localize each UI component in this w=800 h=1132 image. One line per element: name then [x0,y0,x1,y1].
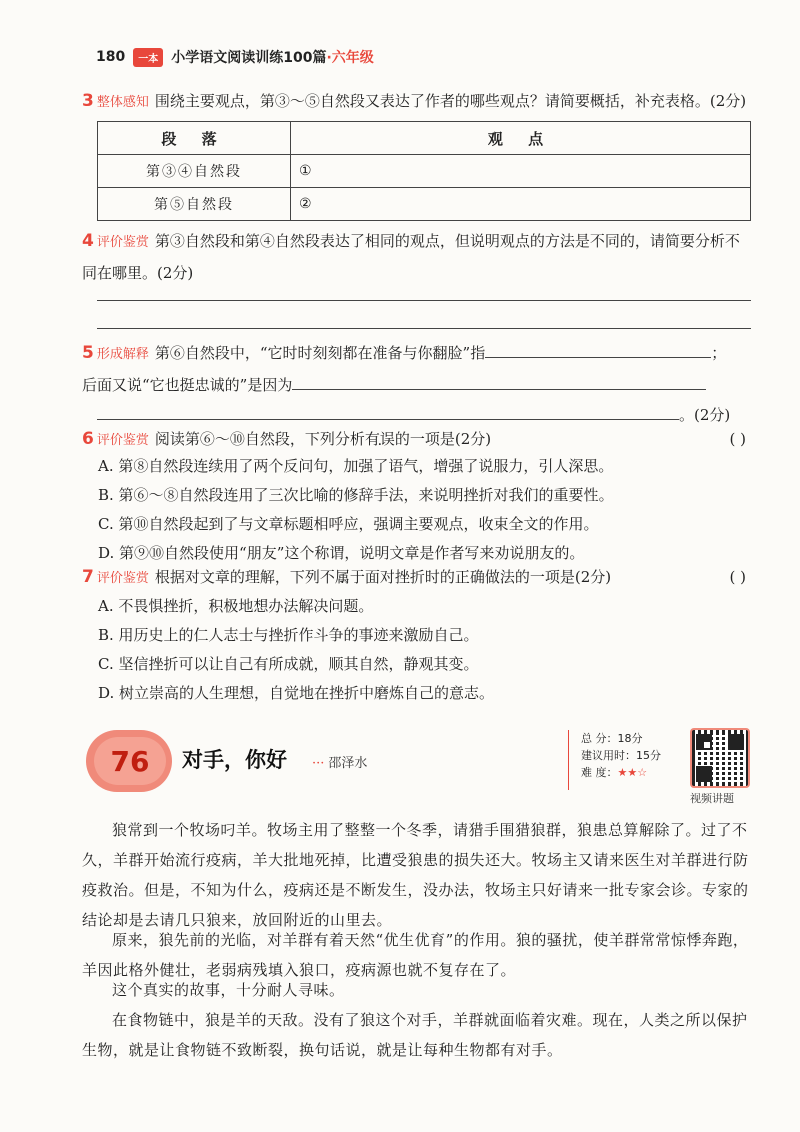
answer-table [97,121,751,221]
emphasis-text: 有误 [364,430,395,448]
answer-bracket[interactable]: ( ) [729,430,746,448]
table-header-segment: 段 落 [98,122,291,155]
difficulty-stars: ★★☆ [617,766,648,779]
question-3 [82,86,752,118]
time-label: 建议用时： [581,749,636,762]
qr-label: 视频讲题 [690,792,734,805]
article-title: 对手，你好 [182,748,287,772]
table-cell-segment: 第③④自然段 [98,155,291,188]
emphasis-text: 不属于 [319,568,365,586]
option-d[interactable]: D. 第⑨⑩自然段使用“朋友”这个称谓，说明文章是作者写来劝说朋友的。 [98,544,585,562]
question-score: 。(2分) [679,406,731,424]
question-text: 的一项是(2分) [394,430,492,448]
punctuation: ； [711,344,727,362]
qr-code-icon[interactable] [690,728,750,788]
option-c[interactable]: C. 坚信挫折可以让自己有所成就，顺其自然，静观其变。 [98,655,479,673]
time-value: 15分 [636,749,661,762]
answer-blank[interactable] [485,339,711,358]
page-number: 180 [96,49,126,65]
option-a[interactable]: A. 第⑧自然段连续用了两个反问句，加强了语气，增强了说服力，引人深思。 [98,457,614,475]
question-number: 4 [82,231,94,251]
answer-blank[interactable] [97,401,679,420]
answer-cell[interactable]: ① [291,155,751,188]
question-tag: 形成解释 [96,347,149,362]
author-name: 邵泽水 [328,756,368,771]
question-number: 3 [82,91,94,111]
table-header-view: 观 点 [291,122,751,155]
question-5 [82,338,752,430]
question-text: 后面又说“它也挺忠诚的”是因为 [82,376,293,394]
table-row [98,155,751,188]
brand-logo: 一本 [133,48,163,67]
question-text: 第③自然段和第④自然段表达了相同的观点，但说明观点的方法是不同的，请简要分析不同在哪里。(2分) [82,232,740,282]
total-label: 总 分： [581,732,618,745]
author-dots-icon: ··· [312,756,325,771]
total-score: 18分 [617,732,643,745]
question-text: 根据对文章的理解，下列 [154,568,320,586]
grade-label: ·六年级 [326,50,374,66]
question-text: 围绕主要观点，第③～⑤自然段又表达了作者的哪些观点？请简要概括，补充表格。(2分) [154,92,747,110]
option-b[interactable]: B. 用历史上的仁人志士与挫折作斗争的事迹来激励自己。 [98,626,479,644]
paragraph: 这个真实的故事，十分耐人寻味。 [112,981,345,999]
paragraph: 在食物链中，狼是羊的天敌。没有了狼这个对手，羊群就面临着灾难。现在，人类之所以保护生物，就是让食物链不致断裂，换句话说，就是让每种生物都有对手。 [82,1011,748,1059]
page-header [96,44,374,70]
table-cell-segment: 第⑤自然段 [98,188,291,221]
option-c[interactable]: C. 第⑩自然段起到了与文章标题相呼应，强调主要观点，收束全文的作用。 [98,515,599,533]
book-title: 小学语文阅读训练100篇·六年级 [171,50,374,66]
option-d[interactable]: D. 树立崇高的人生理想，自觉地在挫折中磨炼自己的意志。 [98,684,495,702]
paragraph: 原来，狼先前的光临，对羊群有着天然“优生优育”的作用。狼的骚扰，使羊群常常惊悸奔跑，羊因此格外健壮，老弱病残填入狼口，疫病源也就不复存在了。 [82,931,749,979]
author [312,752,367,771]
difficulty-label: 难 度： [581,766,618,779]
question-tag: 整体感知 [96,95,149,110]
question-tag: 评价鉴赏 [96,571,149,586]
answer-line[interactable] [97,328,751,329]
question-text: 面对挫折时的正确做法的一项是(2分) [364,568,612,586]
question-tag: 评价鉴赏 [96,235,149,250]
option-b[interactable]: B. 第⑥～⑧自然段连用了三次比喻的修辞手法，来说明挫折对我们的重要性。 [98,486,614,504]
article-number: 76 [94,737,166,785]
question-number: 7 [82,567,94,587]
paragraph: 狼常到一个牧场叼羊。牧场主用了整整一个冬季，请猎手围猎狼群，狼患总算解除了。过了不久，羊群开始流行疫病，羊大批地死掉，比遭受狼患的损失还大。牧场主又请来医生对羊群进行防疫救治。但是，不知为什么，疫病还是不断发生，没办法，牧场主只好请来一批专家会诊。专家的结论却是去请几只狼来，放回附近的山里去。 [82,821,749,929]
answer-bracket[interactable]: ( ) [729,568,746,586]
question-7 [82,562,752,594]
question-4 [82,226,752,288]
question-number: 5 [82,343,94,363]
answer-line[interactable] [97,300,751,301]
question-tag: 评价鉴赏 [96,433,149,448]
answer-cell[interactable]: ② [291,188,751,221]
article-info [568,730,696,790]
answer-blank[interactable] [292,371,706,390]
question-text: 第⑥自然段中，“它时时刻刻都在准备与你翻脸”指 [154,344,486,362]
table-row [98,188,751,221]
question-number: 6 [82,429,94,449]
option-a[interactable]: A. 不畏惧挫折，积极地想办法解决问题。 [98,597,374,615]
question-text: 阅读第⑥～⑩自然段，下列分析 [154,430,365,448]
